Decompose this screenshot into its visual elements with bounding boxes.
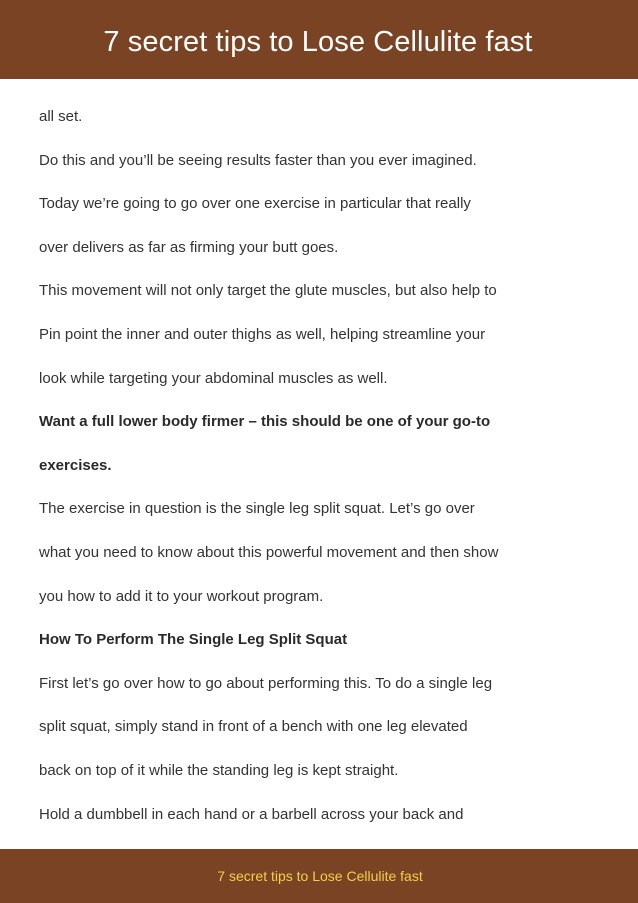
body-line: look while targeting your abdominal muscles as well. [39,369,388,387]
body-line: Do this and you’ll be seeing results faster than you ever imagined. [39,151,477,169]
body-line: First let’s go over how to go about performing this. To do a single leg [39,674,493,692]
footer-text: 7 secret tips to Lose Cellulite fast [217,868,423,884]
page-header [0,0,638,79]
body-line: what you need to know about this powerful movement and then show [39,543,499,561]
emphasis-line: Want a full lower body firmer – this should be one of your go-to [39,413,491,431]
section-heading: How To Perform The Single Leg Split Squat [39,631,348,649]
body-line: all set. [39,108,83,125]
body-line: you how to add it to your workout program. [39,587,324,605]
page-body [39,95,599,836]
page-footer [0,849,638,903]
emphasis-line: exercises. [39,456,112,474]
body-line: split squat, simply stand in front of a bench with one leg elevated [39,718,468,736]
body-line: The exercise in question is the single leg split squat. Let’s go over [39,500,475,518]
header-title: 7 secret tips to Lose Cellulite fast [103,26,533,58]
body-line: over delivers as far as firming your butt goes. [39,238,339,256]
body-line: Pin point the inner and outer thighs as well, helping streamline your [39,325,486,343]
body-line: This movement will not only target the glute muscles, but also help to [39,282,497,300]
body-line: Hold a dumbbell in each hand or a barbell across your back and [39,805,464,823]
body-line: back on top of it while the standing leg is kept straight. [39,761,399,779]
body-line: Today we’re going to go over one exercise in particular that really [39,195,471,213]
